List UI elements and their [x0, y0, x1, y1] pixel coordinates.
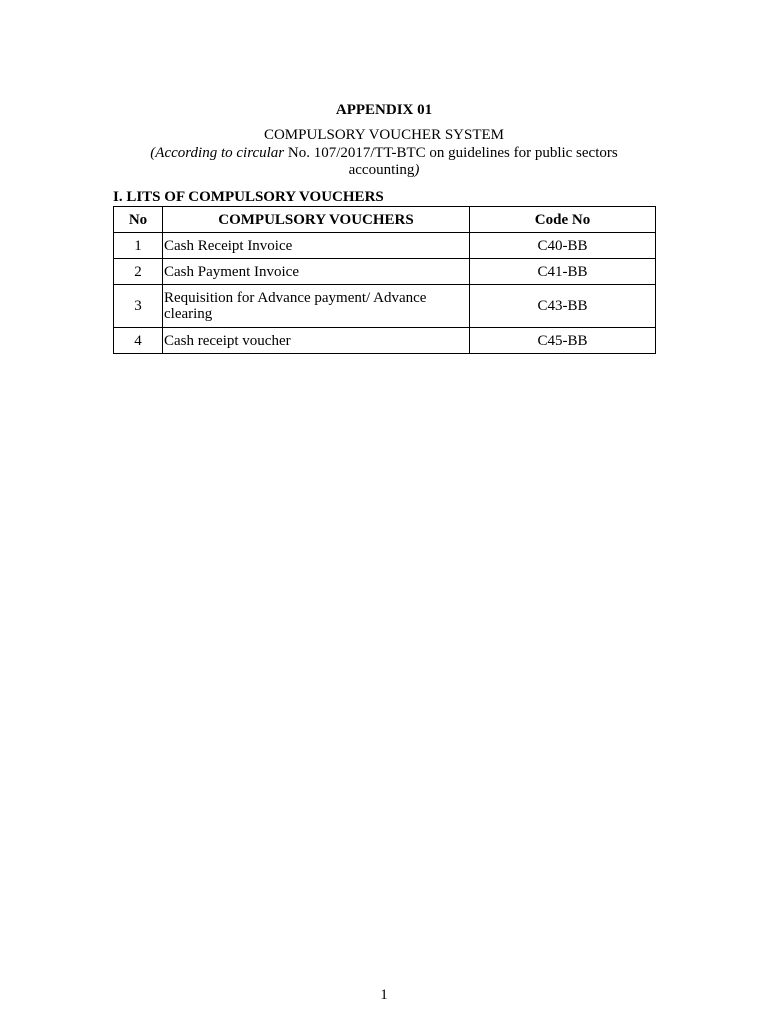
voucher-name: Cash Payment Invoice: [163, 259, 470, 285]
subtitle-body: No. 107/2017/TT-BTC on guidelines for public sectors accounting: [284, 145, 618, 178]
voucher-code: C45-BB: [470, 328, 656, 354]
subtitle-italic-close: ): [414, 162, 420, 178]
voucher-code: C40-BB: [470, 233, 656, 259]
voucher-name: Cash receipt voucher: [163, 328, 470, 354]
column-header-no: No: [114, 207, 163, 233]
table-row: [114, 233, 656, 259]
appendix-title: APPENDIX 01: [335, 102, 433, 118]
page-number: 1: [380, 987, 388, 1003]
subtitle-italic-open: (According to circular: [150, 145, 285, 161]
document-title: COMPULSORY VOUCHER SYSTEM: [263, 127, 505, 143]
table-row: [114, 285, 656, 328]
voucher-name: Requisition for Advance payment/ Advance clearing: [163, 285, 470, 328]
table-header-row: [114, 207, 656, 233]
voucher-code: C43-BB: [470, 285, 656, 328]
table-row: [114, 328, 656, 354]
table-row: [114, 259, 656, 285]
row-number: 1: [114, 233, 163, 259]
column-header-code: Code No: [470, 207, 656, 233]
document-subtitle: [140, 145, 628, 179]
voucher-code: C41-BB: [470, 259, 656, 285]
row-number: 2: [114, 259, 163, 285]
column-header-vouchers: COMPULSORY VOUCHERS: [163, 207, 470, 233]
section-heading: I. LITS OF COMPULSORY VOUCHERS: [113, 189, 384, 205]
voucher-name: Cash Receipt Invoice: [163, 233, 470, 259]
row-number: 3: [114, 285, 163, 328]
row-number: 4: [114, 328, 163, 354]
vouchers-table: [113, 206, 656, 354]
